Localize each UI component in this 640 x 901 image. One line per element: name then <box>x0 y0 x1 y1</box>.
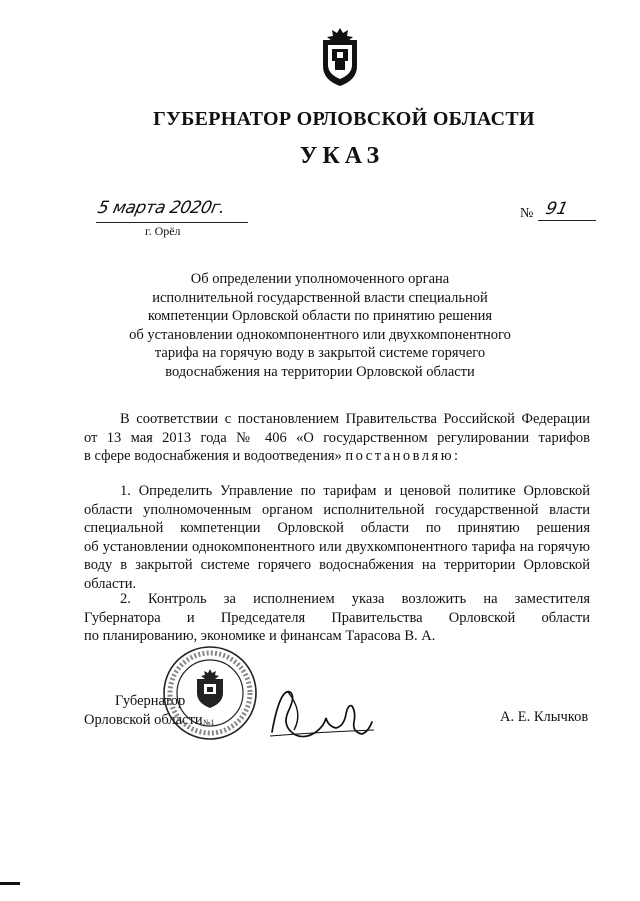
subject-line: об установлении однокомпонентного или двухкомпонентного <box>129 326 511 343</box>
coat-of-arms-icon <box>318 26 362 88</box>
preamble-text: в сфере водоснабжения и водоотведения» <box>84 448 342 464</box>
city-label: г. Орёл <box>145 224 181 238</box>
item-1-paragraph <box>84 482 590 593</box>
subject-line: Об определении уполномоченного органа <box>190 271 450 287</box>
signatory-title-line: Губернатор <box>115 693 186 709</box>
paragraph-line: В соответствии с постановлением Правительства Российской Федерации <box>120 411 590 427</box>
preamble-paragraph <box>84 410 590 466</box>
paragraph-line: области уполномоченным органом исполнительной государственной власти <box>84 501 590 518</box>
document-type-title: УКАЗ <box>299 143 385 169</box>
number-label: № <box>520 206 534 221</box>
paragraph-line: специальной компетенции Орловской области по принятию решения <box>84 520 590 536</box>
decree-subject <box>100 270 540 381</box>
signatory-title-line: Орловской области <box>84 711 203 728</box>
handwritten-signature-icon <box>268 682 378 744</box>
paragraph-line: об установлении однокомпонентного или двухкомпонентного тарифа на горячую <box>84 538 590 555</box>
subject-line: исполнительной государственной власти специальной <box>152 289 488 306</box>
paragraph-line: по планированию, экономике и финансам Тарасова В. А. <box>84 628 436 644</box>
paragraph-line: области. <box>84 575 137 592</box>
edge-mark <box>0 882 20 885</box>
preamble-action: постановляю: <box>345 448 461 464</box>
paragraph-line <box>84 447 590 466</box>
paragraph-line: воду в закрытой системе горячего водоснабжения на территории Орловской <box>84 557 590 573</box>
handwritten-date: 5 марта 2020г. <box>95 198 227 218</box>
official-seal-icon <box>162 645 258 741</box>
signatory-name: А. Е. Клычков <box>500 709 589 725</box>
subject-line: тарифа на горячую воду в закрытой системе горячего <box>154 345 486 361</box>
paragraph-line: 1. Определить Управление по тарифам и ценовой политике Орловской <box>120 483 590 499</box>
subject-line: водоснабжения на территории Орловской области <box>165 363 475 380</box>
item-2-paragraph <box>84 590 590 646</box>
paragraph-line: 2. Контроль за исполнением указа возложить на заместителя <box>120 591 590 607</box>
handwritten-number: 91 <box>543 199 570 219</box>
organization-title: ГУБЕРНАТОР ОРЛОВСКОЙ ОБЛАСТИ <box>153 108 535 130</box>
subject-line: компетенции Орловской области по принятию решения <box>147 308 493 324</box>
paragraph-line: Губернатора и Председателя Правительства Орловской области <box>84 609 590 626</box>
paragraph-line: от 13 мая 2013 года № 406 «О государственном регулировании тарифов <box>84 429 590 446</box>
svg-text:№1: №1 <box>203 718 215 727</box>
